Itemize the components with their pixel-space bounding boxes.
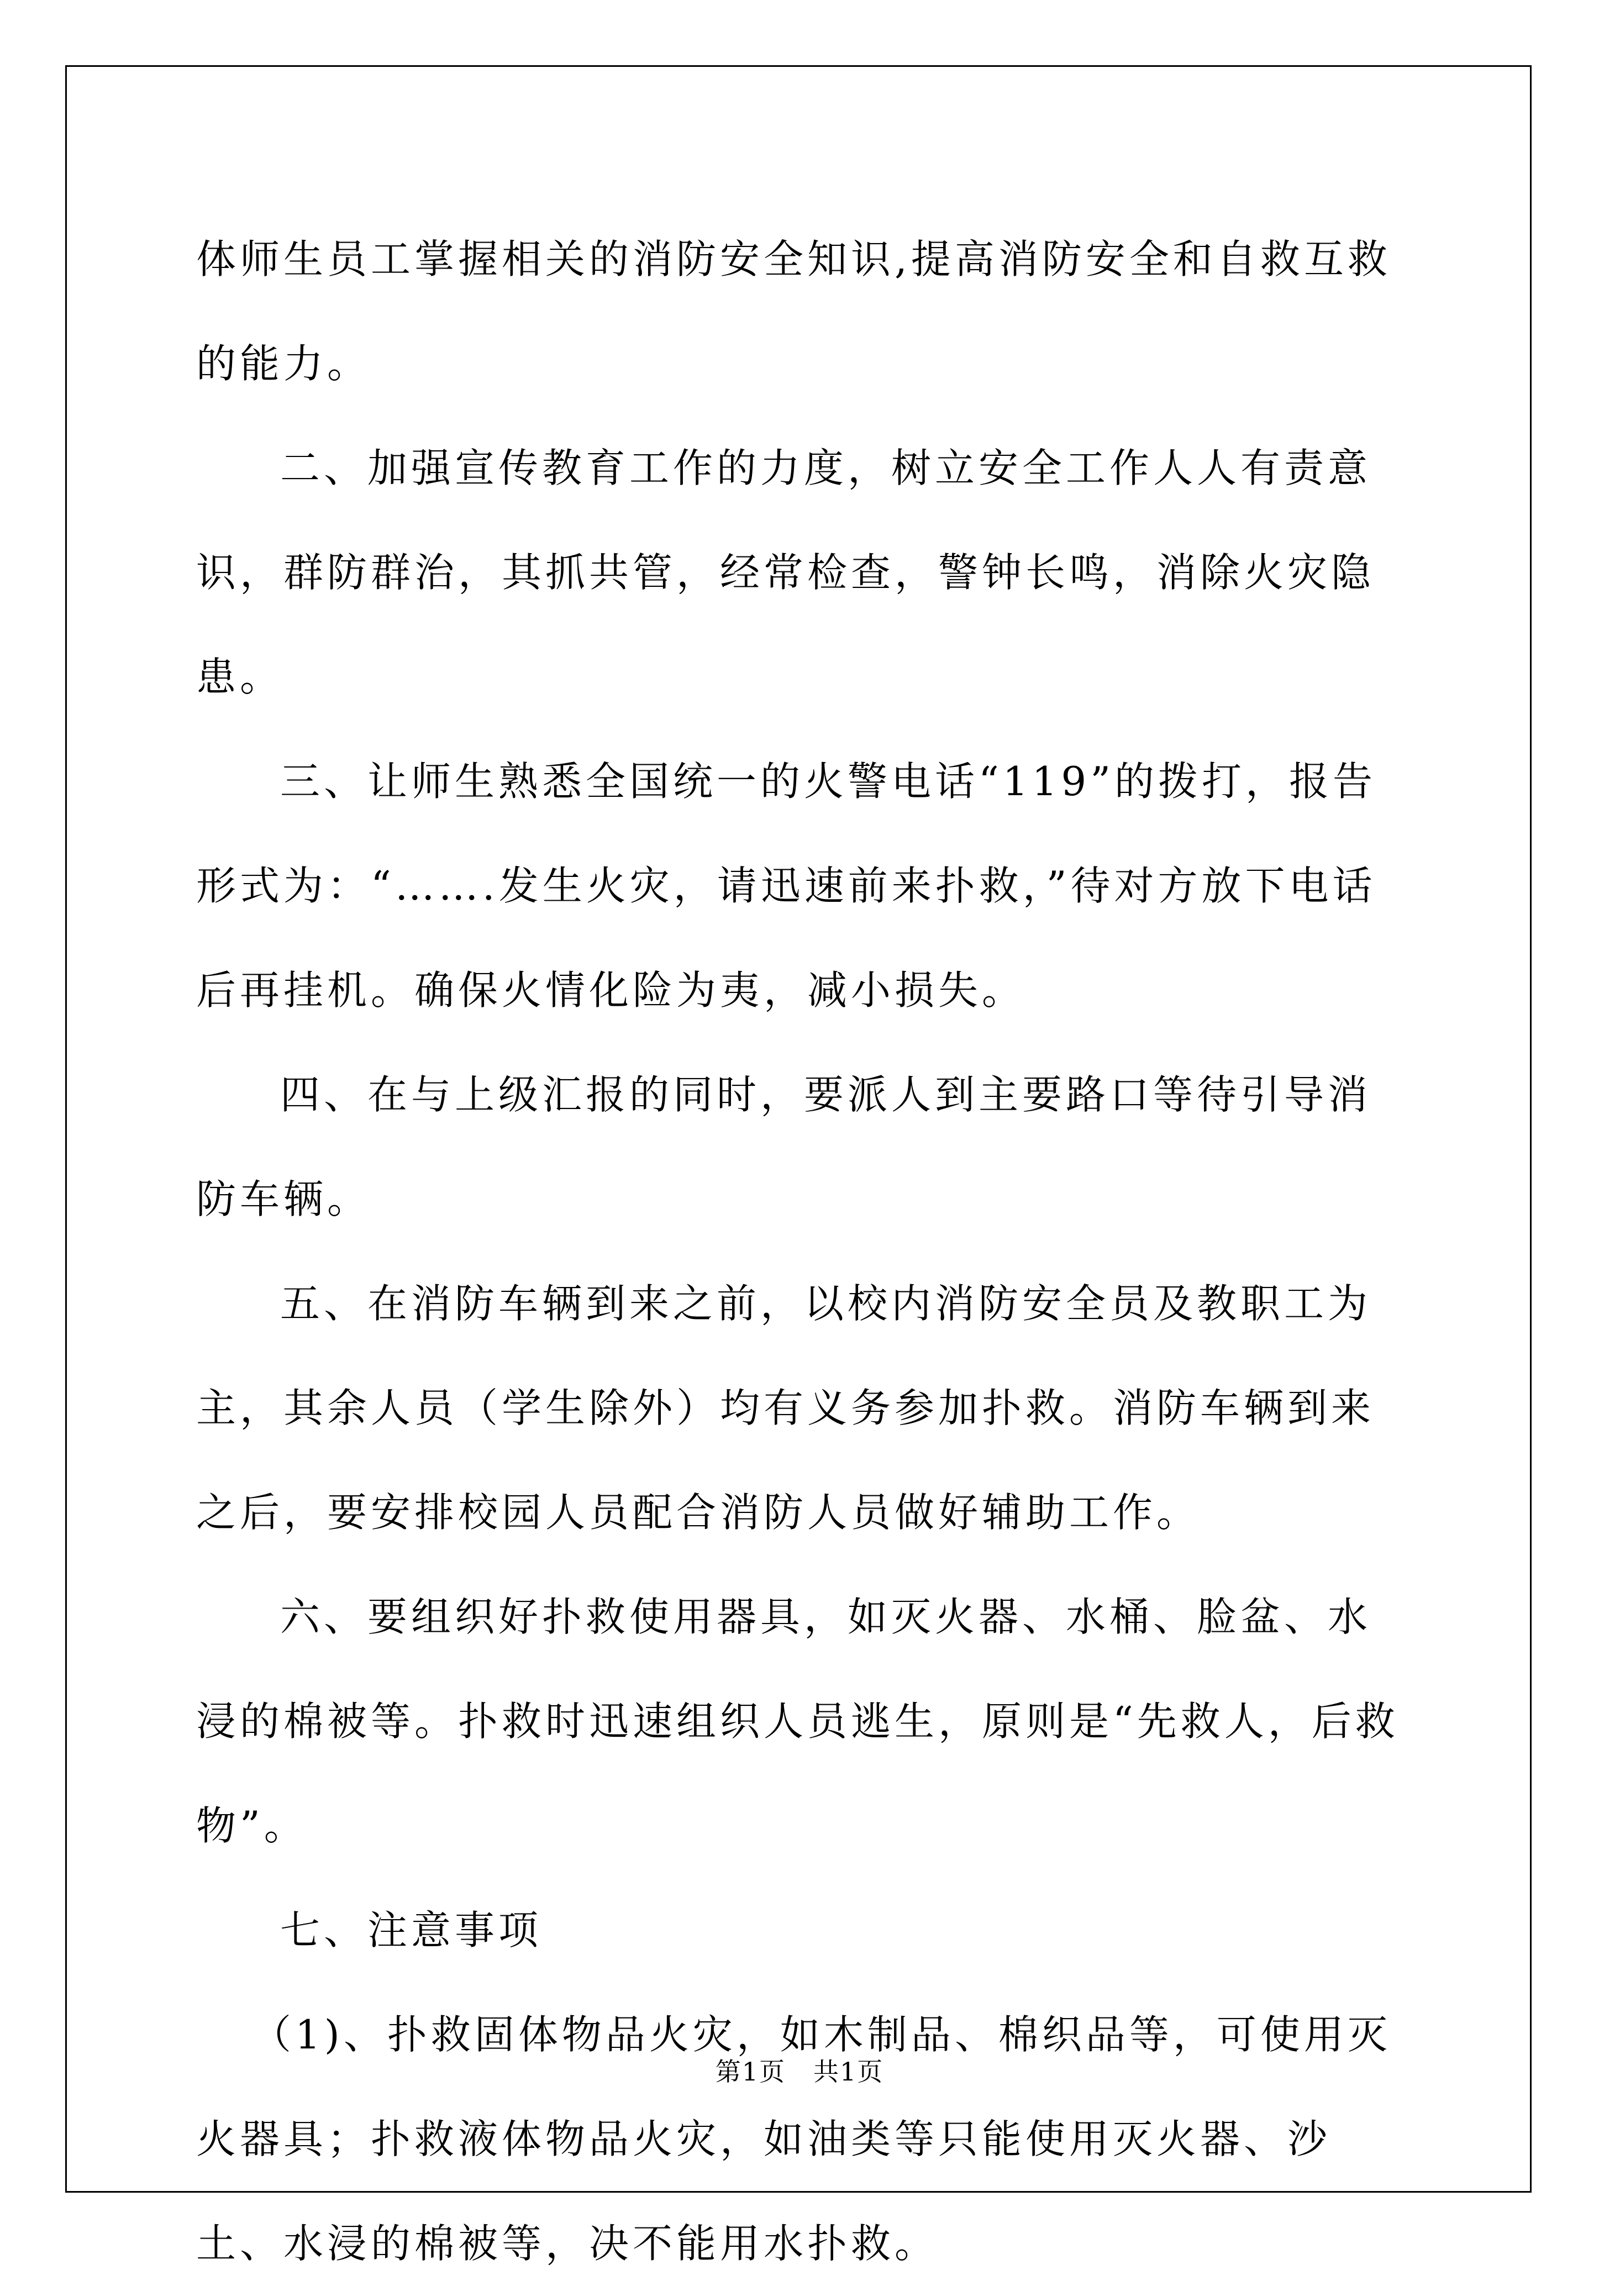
paragraph-item-5: 五、在消防车辆到来之前，以校内消防安全员及教职工为主，其余人员（学生除外）均有义务参加扑救。消防车辆到来之后，要安排校园人员配合消防人员做好辅助工作。 bbox=[196, 1280, 1375, 1536]
paragraph-item-3: 三、让师生熟悉全国统一的火警电话“119”的拨打，报告形式为：“…….发生火灾，请迅速前来扑救，”待对方放下电话后再挂机。确保火情化险为夷，减小损失。 bbox=[196, 758, 1377, 1013]
page-total: 共1页 bbox=[813, 2057, 884, 2087]
document-body bbox=[196, 207, 1406, 2296]
paragraph-item-2: 二、加强宣传教育工作的力度，树立安全工作人人有责意识，群防群治，其抓共管，经常检查，警钟长鸣，消除火灾隐患。 bbox=[196, 445, 1375, 700]
paragraph-item-6: 六、要组织好扑救使用器具，如灭火器、水桶、脸盆、水浸的棉被等。扑救时迅速组织人员逃生，原则是“先救人，后救物”。 bbox=[196, 1594, 1399, 1849]
paragraph-item-4: 四、在与上级汇报的同时，要派人到主要路口等待引导消防车辆。 bbox=[196, 1071, 1372, 1222]
paragraph-continuation: 体师生员工掌握相关的消防安全知识,提高消防安全和自救互救的能力。 bbox=[196, 236, 1391, 387]
page-footer bbox=[0, 2052, 1599, 2088]
page-number: 第1页 bbox=[715, 2057, 786, 2087]
paragraph-note-1: （1)、扑救固体物品火灾，如木制品、棉织品等，可使用灭火器具；扑救液体物品火灾，如油类等只能使用灭火器、沙土、水浸的棉被等，决不能用水扑救。 bbox=[196, 2011, 1391, 2267]
paragraph-item-7-heading: 七、注意事项 bbox=[280, 1907, 543, 1953]
